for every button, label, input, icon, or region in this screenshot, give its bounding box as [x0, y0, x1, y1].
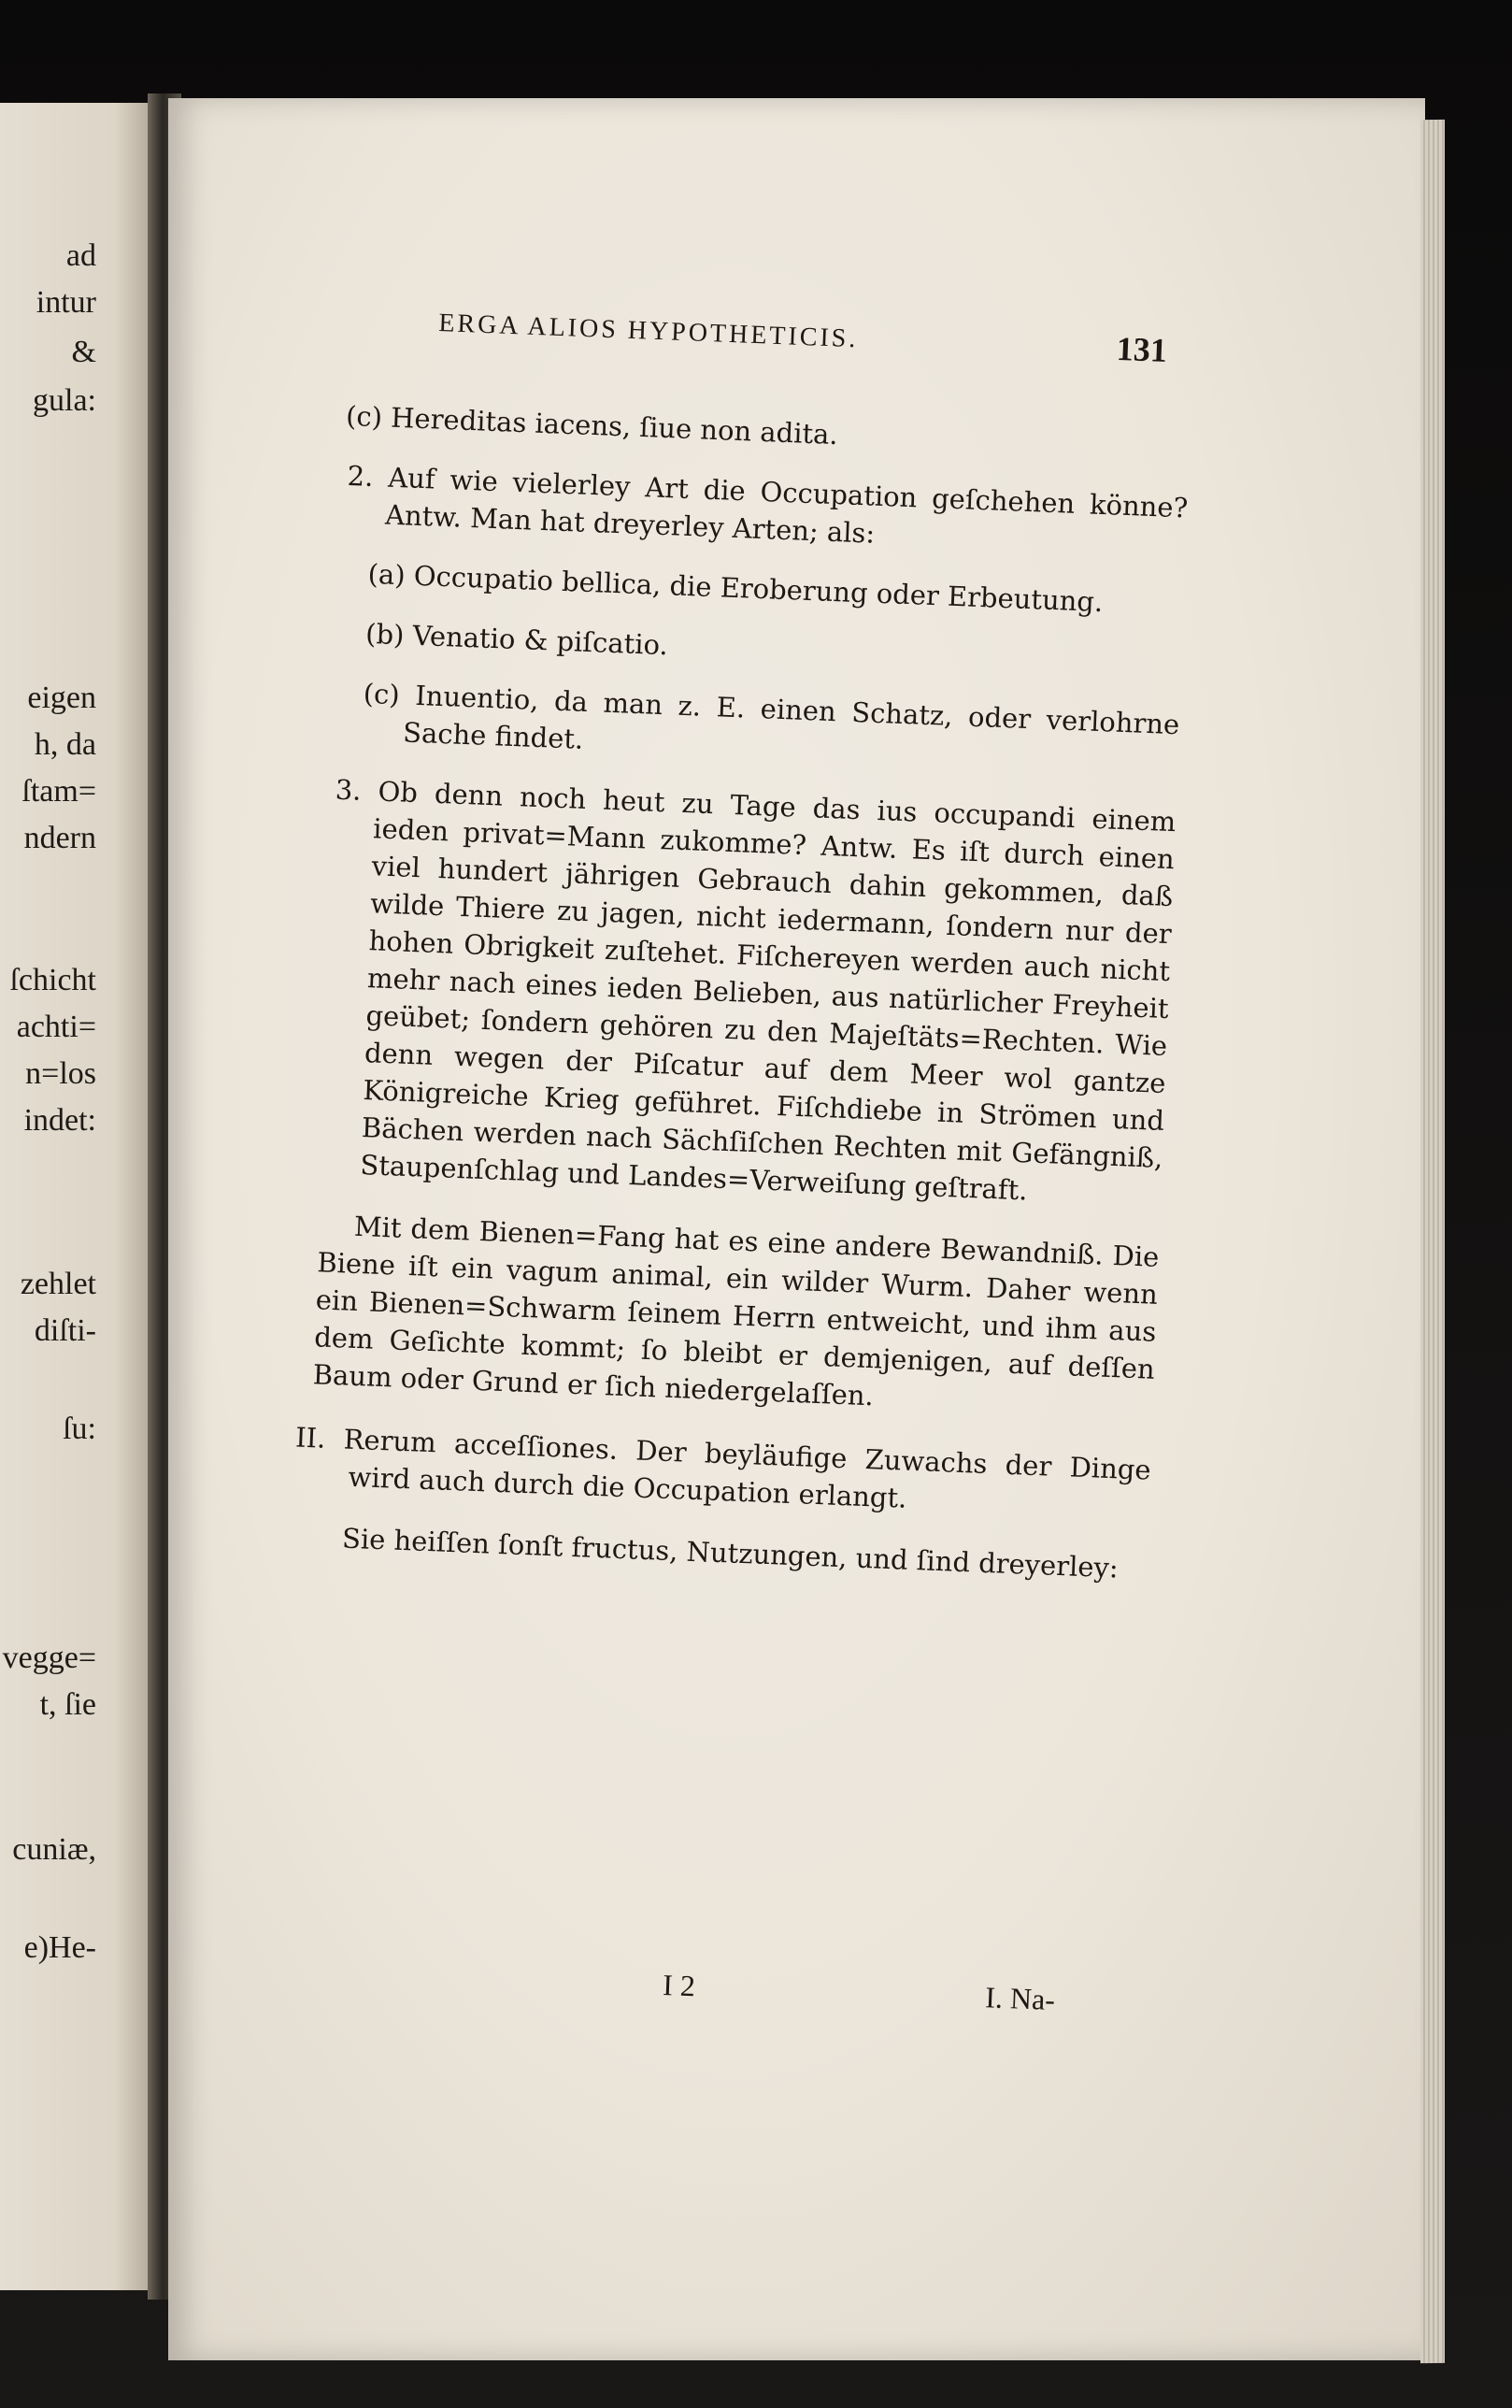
hereditas-item: (c) Hereditas iacens, ſiue non adita.	[345, 399, 839, 452]
section-II: II. Rerum acceſſiones. Der beyläufige Zuwachs der Dinge wird auch durch die Occupation erlangt.	[294, 1421, 1152, 1514]
left-fragment: ſtam=	[21, 774, 96, 809]
left-fragment: ndern	[23, 821, 96, 855]
bees-paragraph: Mit dem Bienen=Fang hat es eine andere Bewandniß. Die Biene iſt ein vagum animal, ein wilder Wurm. Daher wenn ein Bienen=Schwarm ſeinem Herrn entweicht, und ihm aus dem Geſichte kommt; ſo bleibt er demjenigen, auf deſſen Baum oder Grund er ſich niedergelaſſen.	[312, 1210, 1160, 1412]
fructus-paragraph: Sie heiſſen ſonſt fructus, Nutzungen, und ſind dreyerley:	[341, 1522, 1120, 1584]
left-fragment: intur	[36, 285, 96, 320]
question-2: 2. Auf wie vielerley Art die Occupation geſchehen könne? Antw. Man hat dreyerley Arten; als:	[347, 459, 1189, 550]
left-fragment: t, ſie	[39, 1687, 96, 1722]
question-2-item-a: (a) Occupatio bellica, die Eroberung oder Erbeutung.	[367, 557, 1104, 619]
page-body	[294, 397, 1191, 1601]
left-fragment: gula:	[33, 383, 96, 418]
left-page	[0, 103, 164, 2290]
left-fragment: n=los	[25, 1056, 96, 1091]
left-fragment: ad	[65, 238, 96, 273]
question-2-item-b: (b) Venatio & piſcatio.	[364, 617, 669, 662]
running-title: ERGA ALIOS HYPOTHETICIS.	[437, 308, 859, 354]
left-fragment: cuniæ,	[12, 1832, 96, 1867]
left-fragment: ſchicht	[9, 963, 96, 997]
left-fragment: h, da	[34, 727, 96, 762]
question-3: 3. Ob denn noch heut zu Tage das ius occupandi einem ieden privat=Mann zukomme? Antw. Es iſt durch einen viel hundert jährigen Gebrauch dahin gekommen, daß wilde Thiere zu jagen, nicht iedermann, ſondern nur der hohen Obrigkeit zuſtehet. Fiſchereyen werden auch nicht mehr nach eines ieden Belieben, aus natürlicher Freyheit geübet; ſondern gehören zu den Majeſtäts=Rechten. Wie denn wegen der Piſcatur auf dem Meer wol gantze Königreiche Krieg geführet. Fiſchdiebe in Strömen und Bächen werden nach Sächſiſchen Rechten mit Gefängniß, Staupenſchlag und Landes=Verweiſung geſtraft.	[335, 773, 1177, 1207]
left-fragment: zehlet	[20, 1267, 96, 1301]
left-fragment: diſti-	[34, 1313, 96, 1348]
left-fragment: vegge=	[2, 1641, 96, 1675]
left-fragment: indet:	[23, 1103, 96, 1138]
left-fragment: &	[71, 335, 96, 369]
left-fragment: eigen	[27, 681, 96, 715]
catchword: I. Na-	[984, 1980, 1056, 2017]
left-fragment: e)He-	[23, 1930, 96, 1965]
signature-mark: I 2	[662, 1968, 696, 2003]
page-edges	[1420, 120, 1445, 2363]
page-number: 131	[1116, 329, 1168, 369]
question-2-item-c: (c) Inuentio, da man z. E. einen Schatz, oder verlohrne Sache findet.	[363, 677, 1180, 755]
left-fragment: ſu:	[63, 1412, 96, 1446]
left-fragment: achti=	[16, 1010, 96, 1044]
